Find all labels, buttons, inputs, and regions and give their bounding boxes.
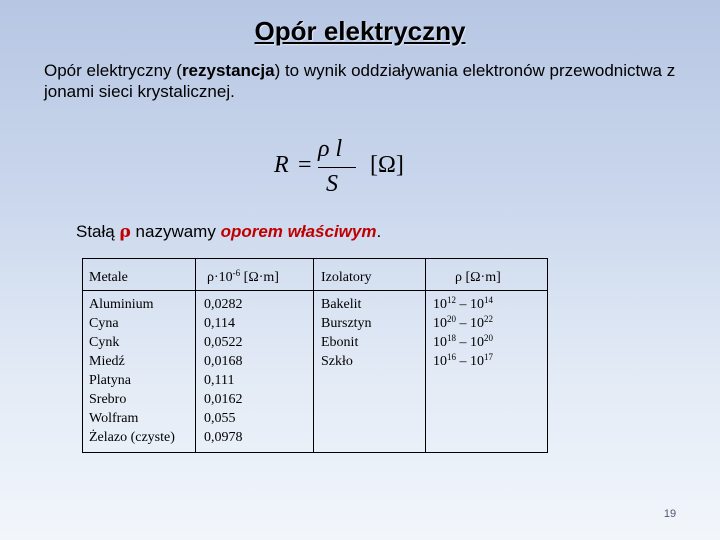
table-cell: Cyna bbox=[89, 316, 119, 331]
table-cell: Platyna bbox=[89, 373, 131, 388]
table-cell-text: 12 bbox=[447, 295, 456, 305]
table-cell: Bursztyn bbox=[321, 316, 372, 331]
table-cell: Miedź bbox=[89, 354, 125, 369]
resistivity-term: oporem właściwym bbox=[220, 222, 377, 241]
table-cell-text: 16 bbox=[447, 352, 456, 362]
table-cell: 0,0168 bbox=[204, 354, 243, 369]
table-cell: Cynk bbox=[89, 335, 120, 350]
table-cell-text: – bbox=[456, 316, 470, 331]
header-insulator-resistivity: ρ [Ω·m] bbox=[455, 270, 501, 285]
table-cell: Żelazo (czyste) bbox=[89, 430, 175, 445]
formula-denominator: S bbox=[326, 171, 338, 197]
table-cell-text: 10 bbox=[433, 297, 447, 312]
table-cell-text: – bbox=[456, 297, 470, 312]
formula-equals: = bbox=[298, 152, 312, 178]
header-metale: Metale bbox=[89, 270, 128, 285]
stala-suffix: . bbox=[376, 222, 382, 241]
table-cell-text: 10 bbox=[433, 316, 447, 331]
table-cell bbox=[433, 352, 493, 371]
resistivity-table bbox=[82, 258, 548, 453]
table-cell-text: 22 bbox=[484, 314, 493, 324]
table-cell-text: 10 bbox=[470, 297, 484, 312]
stala-prefix: Stałą bbox=[76, 222, 115, 241]
table-divider bbox=[195, 259, 196, 452]
table-cell-text: 20 bbox=[447, 314, 456, 324]
table-cell: Aluminium bbox=[89, 297, 154, 312]
table-cell-text: 17 bbox=[484, 352, 493, 362]
table-cell: 0,0162 bbox=[204, 392, 243, 407]
header-izolatory: Izolatory bbox=[321, 270, 372, 285]
table-cell-text: 10 bbox=[470, 335, 484, 350]
fraction-bar bbox=[318, 167, 356, 168]
insulator-names-column bbox=[321, 295, 372, 371]
formula-numerator: ρ l bbox=[318, 136, 343, 162]
table-cell: 0,111 bbox=[204, 373, 235, 388]
table-cell-text: ρ·10 bbox=[207, 270, 233, 285]
page-title: Opór elektryczny bbox=[254, 16, 466, 46]
table-cell: 0,055 bbox=[204, 411, 236, 426]
header-metal-resistivity bbox=[207, 268, 279, 287]
table-cell-text: -6 bbox=[232, 268, 241, 278]
metal-names-column bbox=[89, 295, 175, 447]
table-cell-text: 18 bbox=[447, 333, 456, 343]
intro-bold-term: rezystancja bbox=[181, 61, 275, 80]
metal-values-column bbox=[204, 295, 243, 447]
insulator-values-column bbox=[433, 295, 493, 371]
table-cell: Szkło bbox=[321, 354, 353, 369]
table-cell bbox=[433, 333, 493, 352]
table-cell-text: 20 bbox=[484, 333, 493, 343]
page-number: 19 bbox=[663, 508, 677, 520]
table-cell: 0,114 bbox=[204, 316, 235, 331]
rho-symbol: ρ bbox=[119, 222, 131, 242]
table-cell: Ebonit bbox=[321, 335, 359, 350]
table-header-divider bbox=[83, 290, 547, 291]
table-cell-text: – bbox=[456, 354, 470, 369]
resistivity-definition bbox=[76, 222, 381, 242]
table-cell bbox=[433, 295, 493, 314]
table-cell-text: 10 bbox=[470, 316, 484, 331]
table-cell: Srebro bbox=[89, 392, 127, 407]
formula-unit: [Ω] bbox=[370, 152, 404, 178]
table-divider bbox=[313, 259, 314, 452]
table-cell-text: 14 bbox=[484, 295, 493, 305]
table-cell-text: – bbox=[456, 335, 470, 350]
table-cell-text: [Ω·m] bbox=[240, 270, 279, 285]
table-cell: Wolfram bbox=[89, 411, 139, 426]
table-cell-text: 10 bbox=[433, 354, 447, 369]
intro-paragraph bbox=[44, 60, 684, 102]
formula-lhs: R bbox=[274, 152, 289, 178]
stala-middle: nazywamy bbox=[135, 222, 216, 241]
table-cell-text: 10 bbox=[470, 354, 484, 369]
table-cell: Bakelit bbox=[321, 297, 362, 312]
table-divider bbox=[425, 259, 426, 452]
table-cell: 0,0978 bbox=[204, 430, 243, 445]
intro-text-2: ) to wynik oddziaływania elektronów przewodnictwa z jonami sieci krystalicznej. bbox=[44, 61, 676, 101]
table-cell-text: 10 bbox=[433, 335, 447, 350]
table-cell: 0,0522 bbox=[204, 335, 243, 350]
intro-text-1: Opór elektryczny ( bbox=[44, 61, 182, 80]
table-cell bbox=[433, 314, 493, 333]
table-cell: 0,0282 bbox=[204, 297, 243, 312]
